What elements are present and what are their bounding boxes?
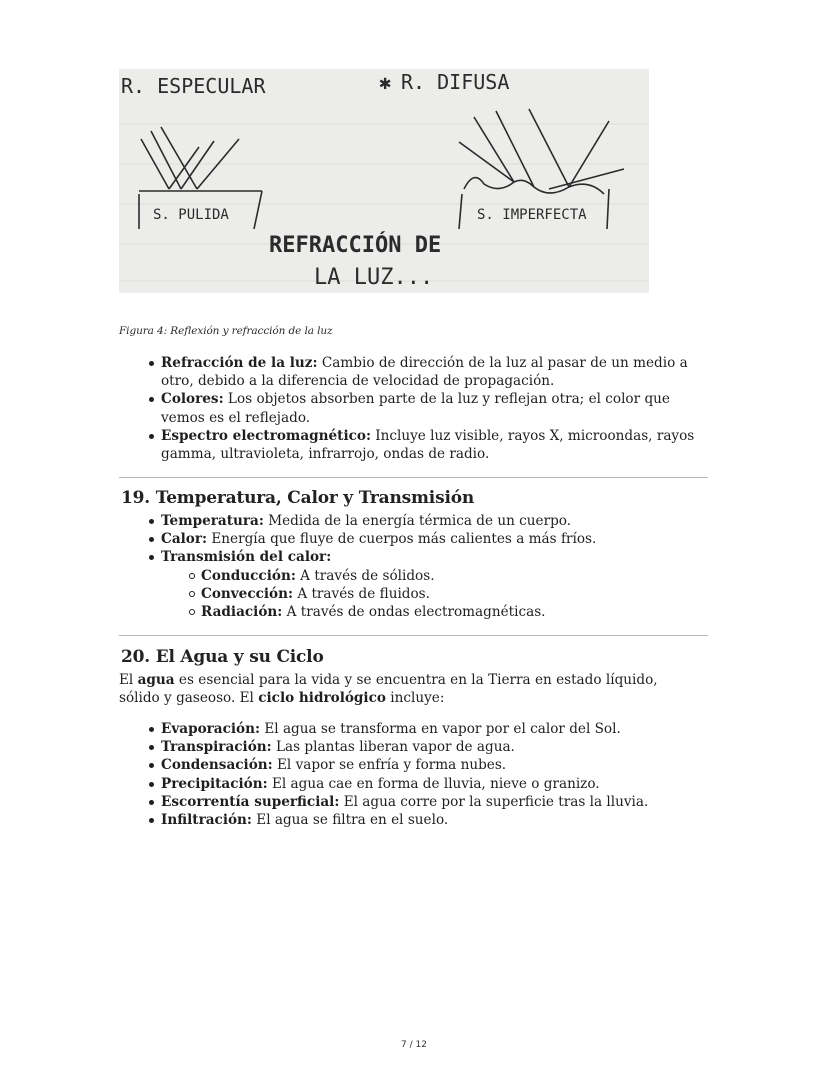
list-item: Temperatura: Medida de la energía térmica de un cuerpo.: [148, 512, 718, 530]
water-cycle-list: [148, 720, 718, 829]
sub-list-item: Radiación: A través de ondas electromagnéticas.: [148, 603, 718, 621]
sketch-title-line2: LA LUZ...: [314, 265, 434, 290]
page-number: 7 / 12: [401, 1040, 427, 1050]
light-properties-list: [148, 354, 718, 463]
section-19-heading: 19. Temperatura, Calor y Transmisión: [121, 488, 474, 508]
list-item: Infiltración: El agua se filtra en el suelo.: [148, 811, 718, 829]
sub-list-item: Conducción: A través de sólidos.: [148, 567, 718, 585]
water-intro-paragraph: El agua es esencial para la vida y se encuentra en la Tierra en estado líquido, sólido y gaseoso. El ciclo hidrológico incluye:: [119, 672, 658, 707]
list-item: Espectro electromagnético: Incluye luz visible, rayos X, microondas, rayos gamma, ultravioleta, infrarrojo, ondas de radio.: [148, 427, 718, 463]
list-item: Escorrentía superficial: El agua corre por la superficie tras la lluvia.: [148, 793, 718, 811]
label-surface-imperfect: S. IMPERFECTA: [477, 207, 587, 223]
figure-reflection-sketch: [119, 69, 649, 293]
list-item: Precipitación: El agua cae en forma de lluvia, nieve o granizo.: [148, 775, 718, 793]
section-20-heading: 20. El Agua y su Ciclo: [121, 647, 324, 667]
star-icon: ✱: [379, 70, 392, 94]
list-item: Transmisión del calor:: [148, 548, 718, 566]
label-surface-smooth: S. PULIDA: [153, 207, 229, 223]
section-divider: [119, 477, 708, 478]
list-item: Calor: Energía que fluye de cuerpos más calientes a más fríos.: [148, 530, 718, 548]
figure-caption: Figura 4: Reflexión y refracción de la luz: [119, 325, 333, 337]
sketch-drawing: [119, 69, 649, 293]
list-item: Colores: Los objetos absorben parte de la luz y reflejan otra; el color que vemos es el reflejado.: [148, 390, 718, 426]
section-divider: [119, 635, 708, 636]
temperature-list: [148, 512, 718, 621]
label-difusa: R. DIFUSA: [401, 70, 510, 94]
label-especular: R. ESPECULAR: [121, 74, 266, 98]
sub-list-item: Convección: A través de fluidos.: [148, 585, 718, 603]
list-item: Refracción de la luz: Cambio de dirección de la luz al pasar de un medio a otro, debido a la diferencia de velocidad de propagación.: [148, 354, 718, 390]
list-item: Transpiración: Las plantas liberan vapor de agua.: [148, 738, 718, 756]
list-item: Condensación: El vapor se enfría y forma nubes.: [148, 756, 718, 774]
list-item: Evaporación: El agua se transforma en vapor por el calor del Sol.: [148, 720, 718, 738]
sketch-title-line1: REFRACCIÓN DE: [269, 233, 442, 258]
